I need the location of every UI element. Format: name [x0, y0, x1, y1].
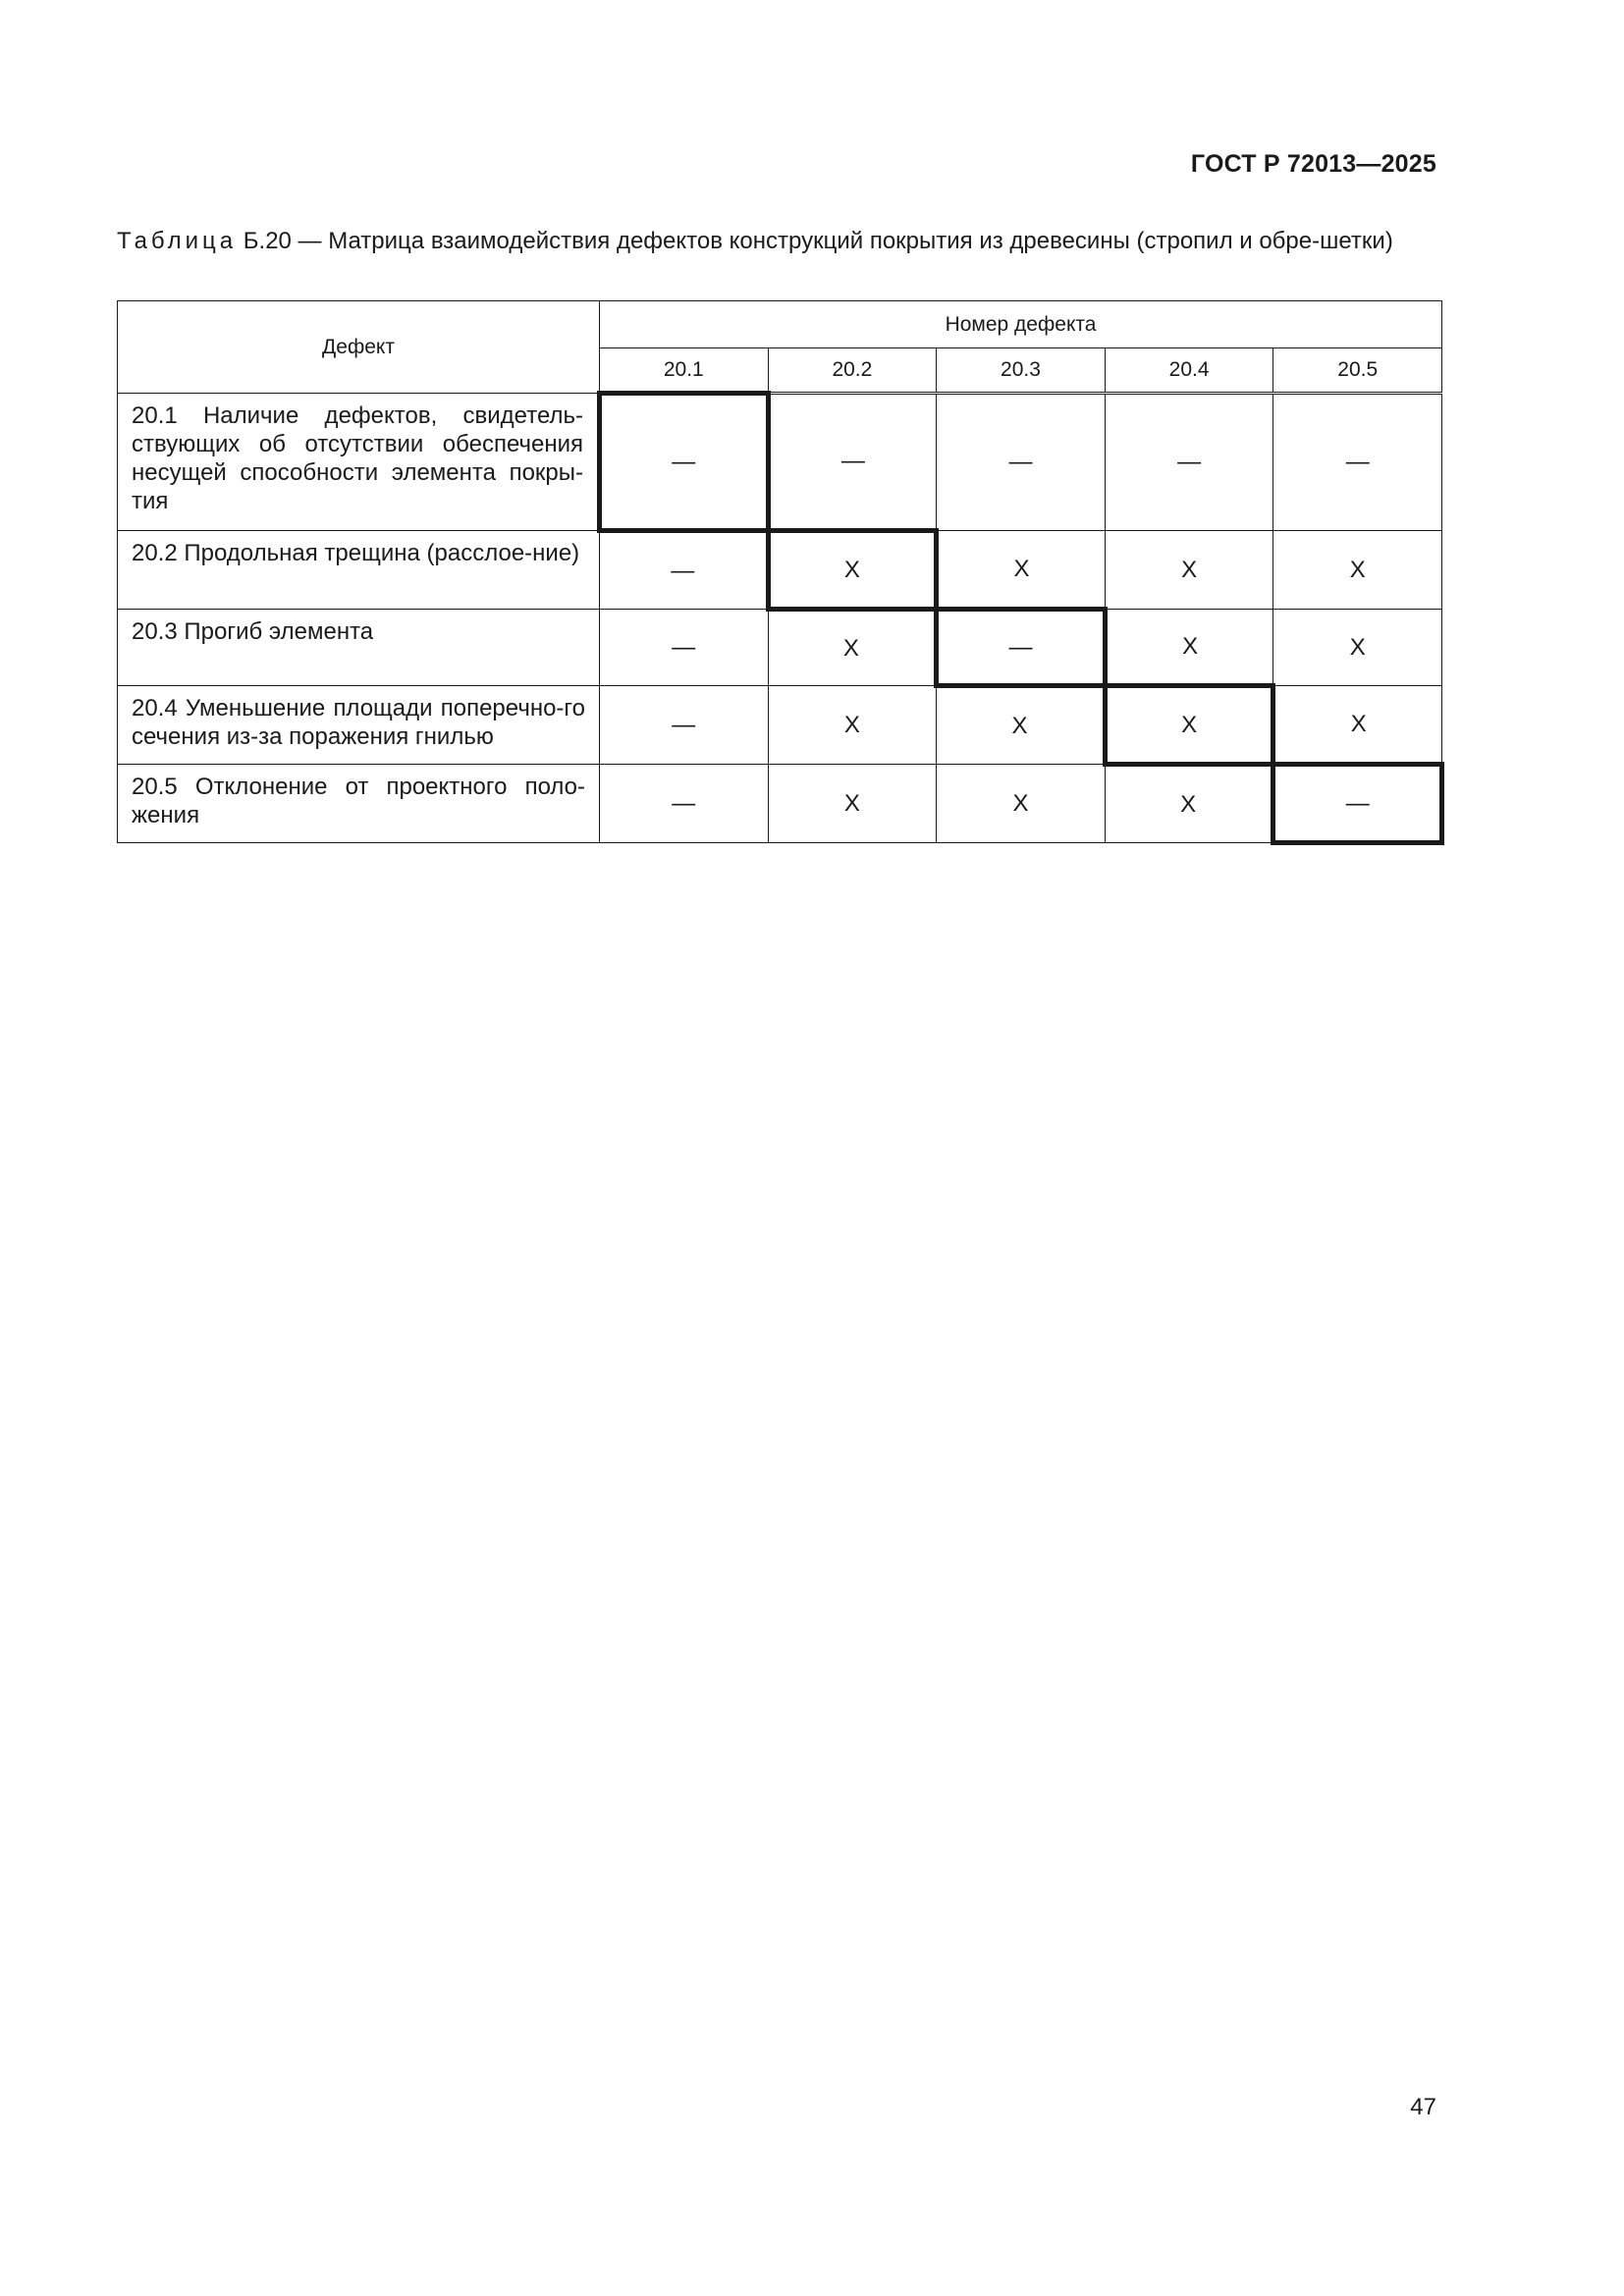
defect-column-header: Дефект — [118, 301, 600, 394]
table-row — [118, 610, 1442, 686]
column-header: 20.2 — [768, 348, 937, 394]
matrix-cell: Х — [1273, 610, 1442, 686]
matrix-cell: Х — [768, 610, 937, 686]
page-number: 47 — [1410, 2094, 1436, 2120]
matrix-cell: — — [1273, 765, 1442, 843]
defect-interaction-matrix — [117, 300, 1444, 845]
column-header: 20.3 — [937, 348, 1106, 394]
caption-text: Б.20 — Матрица взаимодействия дефектов конструкций покрытия из древесины (стропил и обре-шетки) — [237, 228, 1393, 254]
row-label: 20.1 Наличие дефектов, свидетель-ствующих об отсутствии обеспечения несущей способности элемента покры-тия — [118, 394, 600, 531]
matrix-cell: — — [937, 394, 1106, 531]
matrix-cell: Х — [1273, 686, 1442, 765]
matrix-cell: — — [1105, 394, 1273, 531]
matrix-cell: Х — [937, 531, 1106, 610]
table-row — [118, 394, 1442, 531]
matrix-cell: Х — [1105, 686, 1273, 765]
row-label: 20.5 Отклонение от проектного поло-жения — [118, 765, 600, 843]
row-label: 20.3 Прогиб элемента — [118, 610, 600, 686]
matrix-cell: Х — [768, 686, 937, 765]
row-label: 20.4 Уменьшение площади поперечно-го сечения из-за поражения гнилью — [118, 686, 600, 765]
matrix-cell: — — [1273, 394, 1442, 531]
matrix-cell: Х — [937, 686, 1106, 765]
column-header: 20.1 — [600, 348, 769, 394]
column-header: 20.5 — [1273, 348, 1442, 394]
table-row — [118, 531, 1442, 610]
matrix-cell: Х — [1105, 531, 1273, 610]
matrix-cell: — — [937, 610, 1106, 686]
matrix-cell: Х — [768, 531, 937, 610]
matrix-cell: Х — [937, 765, 1106, 843]
matrix-cell: — — [600, 531, 769, 610]
matrix-cell: — — [768, 394, 937, 531]
matrix-cell: Х — [1105, 765, 1273, 843]
column-header: 20.4 — [1105, 348, 1273, 394]
matrix-cell: — — [600, 765, 769, 843]
matrix-cell: — — [600, 610, 769, 686]
header-row — [118, 301, 1442, 348]
matrix-cell: Х — [1105, 610, 1273, 686]
matrix-cell: Х — [1273, 531, 1442, 610]
matrix-cell: Х — [768, 765, 937, 843]
matrix-cell: — — [600, 686, 769, 765]
table-row — [118, 686, 1442, 765]
row-label: 20.2 Продольная трещина (расслое-ние) — [118, 531, 600, 610]
table-row — [118, 765, 1442, 843]
defect-number-group-header: Номер дефекта — [600, 301, 1442, 348]
caption-prefix: Таблица — [117, 228, 238, 254]
table-caption — [117, 227, 1438, 255]
matrix-cell: — — [600, 394, 769, 531]
document-code: ГОСТ Р 72013—2025 — [1190, 150, 1436, 178]
